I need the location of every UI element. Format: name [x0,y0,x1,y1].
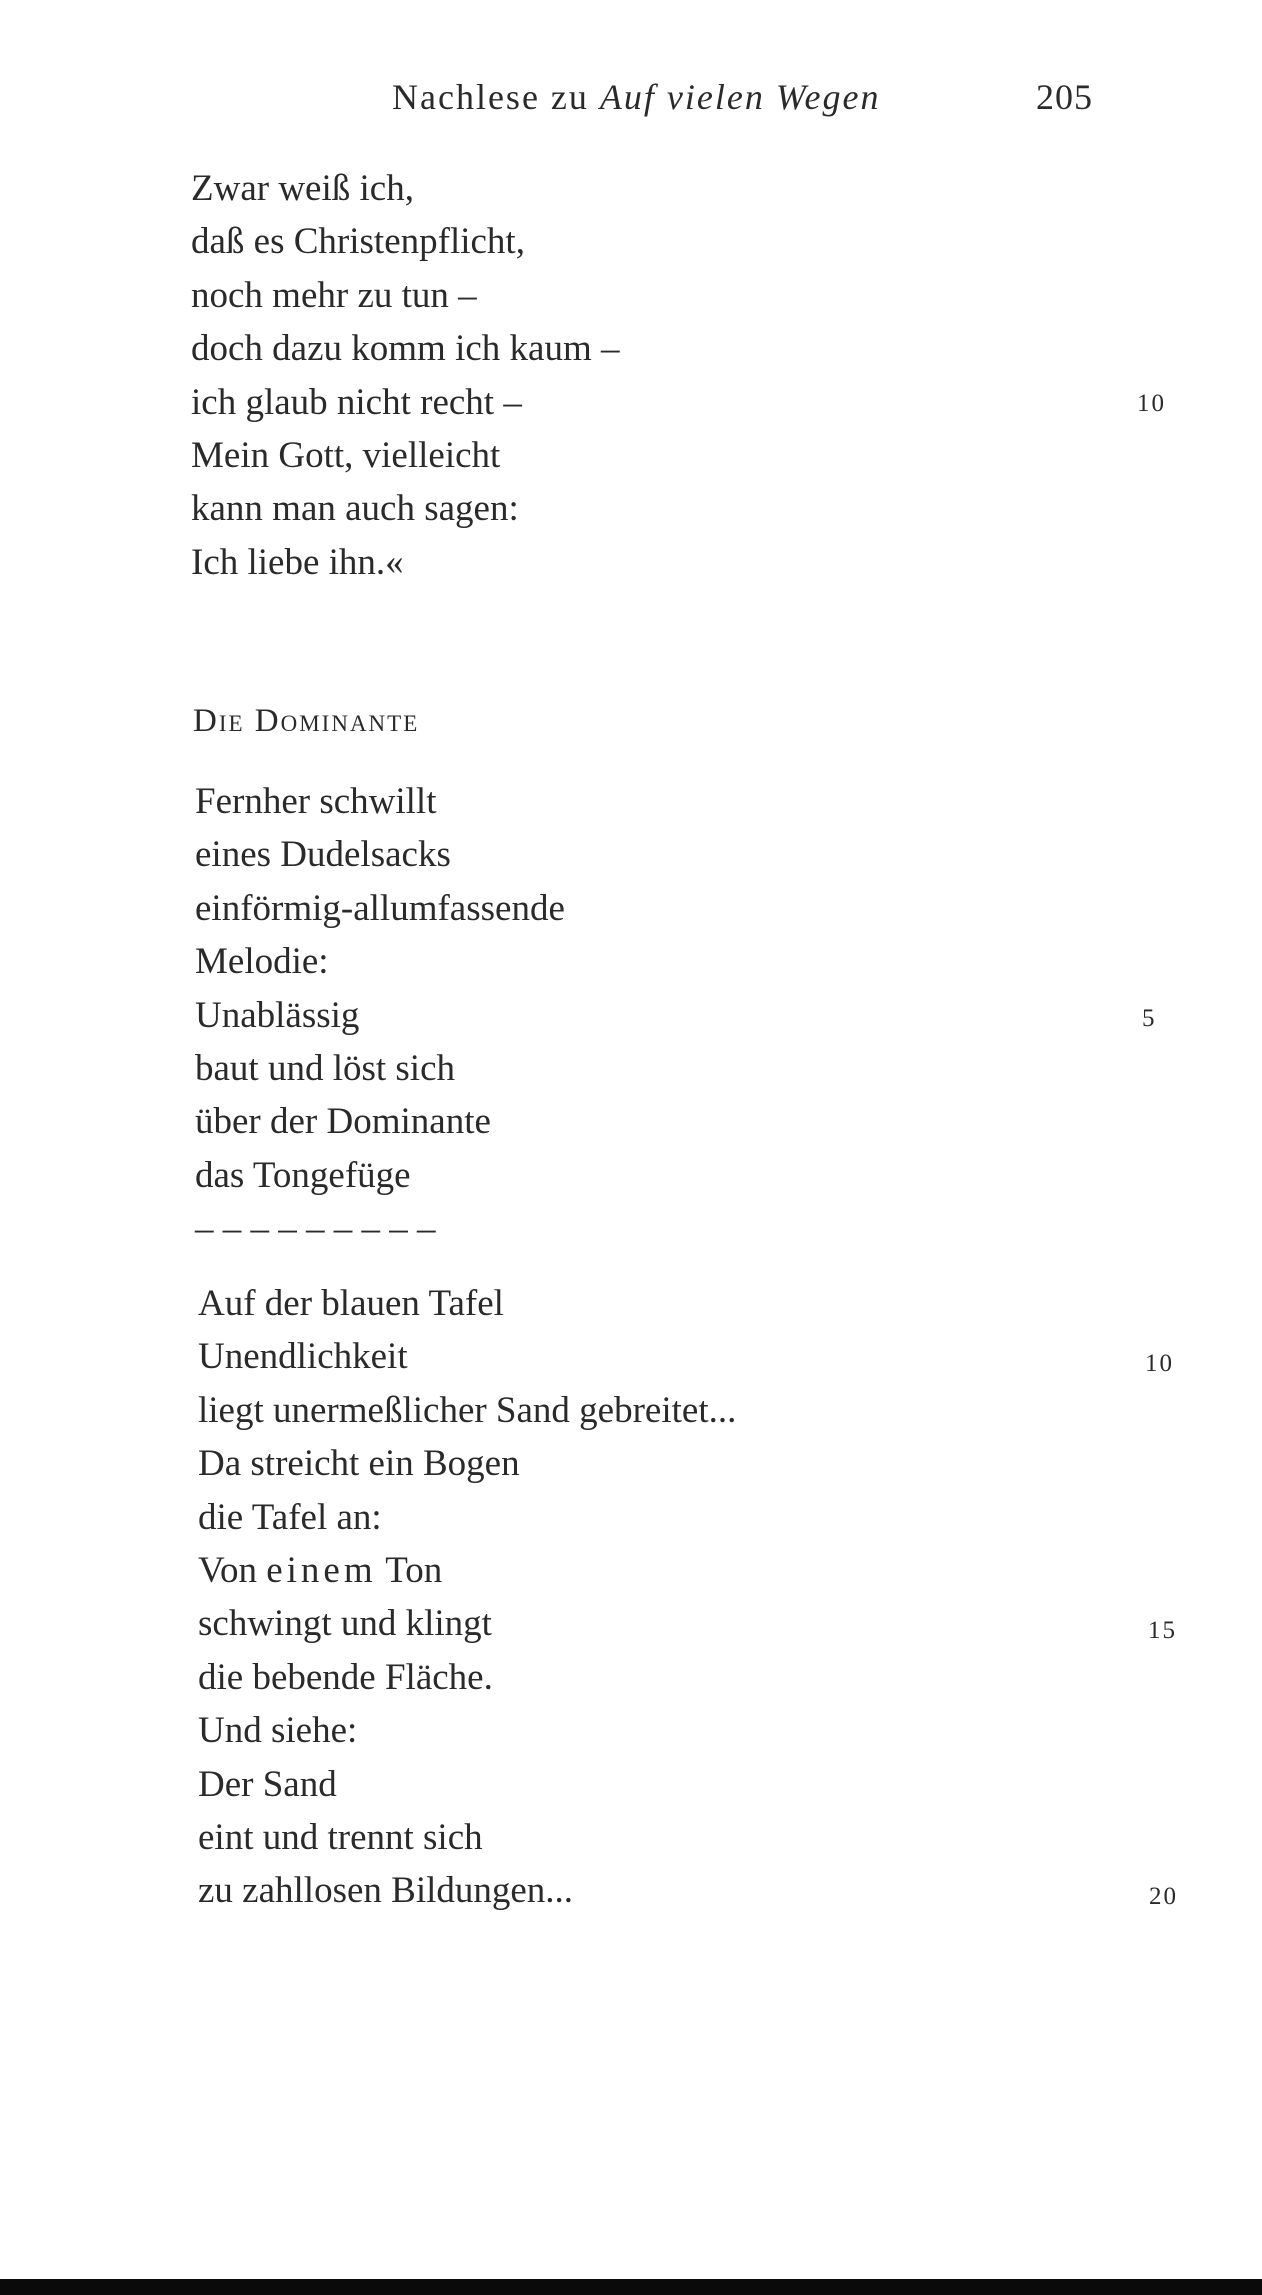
verse-line: liegt unermeßlicher Sand gebreitet... [198,1389,737,1431]
verse-line: kann man auch sagen: [191,488,519,530]
verse-line: über der Dominante [195,1101,491,1143]
verse-line: eint und trennt sich [198,1816,483,1858]
line-number: 10 [1145,1350,1174,1377]
verse-line: Da streicht ein Bogen [198,1443,520,1485]
verse-line: eines Dudelsacks [195,834,451,876]
spaced-line-suffix: Ton [376,1549,443,1591]
verse-line: die bebende Fläche. [198,1656,493,1698]
poem-2-stanza-1 [195,775,565,1256]
spaced-word: einem [266,1549,377,1591]
verse-line: Mein Gott, vielleicht [191,434,501,476]
verse-line: daß es Christenpflicht, [191,221,525,263]
verse-line: einförmig-allumfassende [195,887,565,929]
verse-line: Unablässig [195,994,360,1036]
verse-line: ich glaub nicht recht – [191,381,522,423]
running-head-book-title: Auf vielen Wegen [599,77,881,117]
page-number: 205 [1036,77,1093,117]
verse-line: Ich liebe ihn.« [191,541,404,583]
poem-title: Die Dominante [193,703,420,739]
verse-line: das Tongefüge [195,1154,411,1196]
verse-line: doch dazu komm ich kaum – [191,328,620,370]
dash-separator: – – – – – – – – – [195,1208,436,1250]
verse-line: die Tafel an: [198,1496,382,1538]
line-number: 15 [1148,1617,1177,1644]
scan-bottom-edge [0,2279,1262,2295]
verse-line: Zwar weiß ich, [191,168,414,209]
line-number: 20 [1149,1883,1178,1910]
verse-line: baut und löst sich [195,1047,456,1089]
poem-1-verse [191,162,619,589]
line-number: 10 [1137,390,1166,417]
verse-line: Auf der blauen Tafel [198,1283,504,1324]
verse-line: Melodie: [195,941,329,983]
spaced-line-prefix: Von [198,1549,267,1591]
verse-line: noch mehr zu tun – [191,274,477,316]
verse-line: Unendlichkeit [198,1336,408,1378]
poem-2-stanza-2 [198,1277,736,1918]
line-number: 5 [1142,1005,1157,1032]
running-head [392,76,880,118]
verse-line: Fernher schwillt [195,781,437,822]
verse-line: Der Sand [198,1763,337,1805]
running-head-prefix: Nachlese zu [392,77,600,117]
verse-line: schwingt und klingt [198,1603,492,1645]
verse-line-spaced [198,1544,736,1597]
verse-line: zu zahllosen Bildungen... [198,1870,574,1912]
verse-line: Und siehe: [198,1710,358,1752]
